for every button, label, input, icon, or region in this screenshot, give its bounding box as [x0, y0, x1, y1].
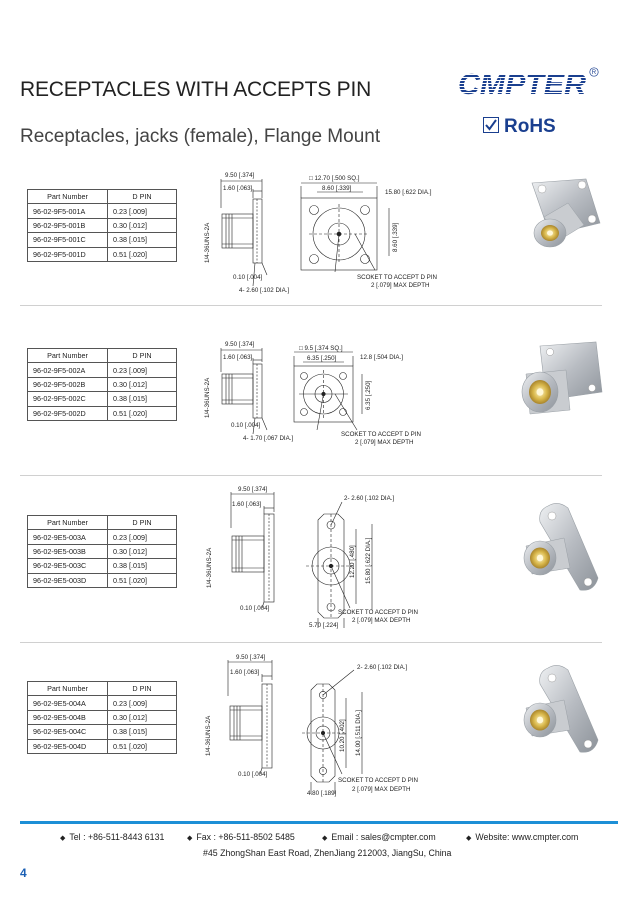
part-number-cell: 96-02-9E5-003D	[28, 573, 108, 587]
tel-text: Tel : +86-511-8443 6131	[69, 832, 165, 842]
d-pin-cell: 0.23 [.009]	[108, 530, 177, 544]
logo-registered-mark: R	[591, 70, 597, 77]
part-number-cell: 96-02-9E5-003C	[28, 559, 108, 573]
table-row	[28, 544, 177, 558]
part-number-table	[27, 348, 177, 421]
d-pin-cell: 0.38 [.015]	[108, 725, 177, 739]
socket-note: SCOKET TO ACCEPT D PIN	[338, 777, 419, 784]
section-divider	[20, 475, 602, 476]
cmpter-logo	[458, 66, 600, 100]
bullet-icon: ◆	[187, 835, 193, 842]
dim-flange: 1.60 [.063]	[223, 354, 253, 361]
d-pin-cell: 0.38 [.015]	[108, 392, 177, 406]
table-header: Part Number	[28, 190, 108, 204]
email-link[interactable]: Email : sales@cmpter.com	[331, 832, 436, 842]
footer-website[interactable]	[466, 832, 578, 842]
product-photo	[518, 502, 608, 594]
table-row	[28, 392, 177, 406]
dim-flange: 1.60 [.063]	[230, 669, 260, 676]
part-number-table	[27, 189, 177, 262]
part-number-cell: 96-02-9E5-004B	[28, 710, 108, 724]
footer-tel	[60, 832, 164, 842]
dim-flange: 1.60 [.063]	[232, 501, 262, 508]
d-pin-cell: 0.51 [.020]	[108, 739, 177, 753]
table-row	[28, 363, 177, 377]
dim-gap: 0.10 [.004]	[238, 771, 268, 778]
part-number-cell: 96-02-9F5-002B	[28, 377, 108, 391]
dim-square: □ 9.5 [.374 SQ.]	[299, 345, 343, 352]
d-pin-cell: 0.30 [.012]	[108, 218, 177, 232]
checkbox-icon	[483, 117, 499, 133]
footer-email[interactable]	[322, 832, 436, 842]
technical-drawing	[200, 652, 460, 802]
part-number-cell: 96-02-9E5-004D	[28, 739, 108, 753]
table-header: Part Number	[28, 516, 108, 530]
socket-note: SCOKET TO ACCEPT D PIN	[357, 274, 438, 281]
part-number-cell: 96-02-9F5-002A	[28, 363, 108, 377]
socket-depth: 2 [.079] MAX DEPTH	[355, 439, 414, 446]
part-number-cell: 96-02-9F5-002C	[28, 392, 108, 406]
socket-note: SCOKET TO ACCEPT D PIN	[341, 431, 422, 438]
footer-fax	[187, 832, 295, 842]
table-header: D PIN	[108, 349, 177, 363]
d-pin-cell: 0.51 [.020]	[108, 573, 177, 587]
dim-spacing-v: 12.20 [.480]	[349, 545, 356, 578]
table-row	[28, 218, 177, 232]
product-photo	[518, 664, 608, 756]
dim-width: 4.80 [.189]	[307, 790, 337, 797]
d-pin-cell: 0.30 [.012]	[108, 377, 177, 391]
table-row	[28, 530, 177, 544]
dim-gap: 0.10 [.004]	[240, 605, 270, 612]
dim-flange: 1.60 [.063]	[223, 185, 253, 192]
part-number-cell: 96-02-9F5-001A	[28, 204, 108, 218]
rohs-badge	[483, 116, 556, 138]
dim-square: □ 12.70 [.500 SQ.]	[309, 175, 360, 182]
dim-spacing-v: 6.35 [.250]	[365, 380, 372, 410]
table-row	[28, 725, 177, 739]
d-pin-cell: 0.30 [.012]	[108, 710, 177, 724]
page-title: RECEPTACLES WITH ACCEPTS PIN	[20, 78, 372, 101]
product-photo	[516, 340, 606, 444]
website-link[interactable]: Website: www.cmpter.com	[475, 832, 579, 842]
dim-thread: 1/4-36UNS-2A	[204, 222, 211, 263]
dim-length: 9.50 [.374]	[225, 172, 255, 179]
table-header: Part Number	[28, 682, 108, 696]
table-header: D PIN	[108, 190, 177, 204]
table-row	[28, 204, 177, 218]
d-pin-cell: 0.38 [.015]	[108, 559, 177, 573]
dim-length: 9.50 [.374]	[236, 654, 266, 661]
section-divider	[20, 642, 602, 643]
page-subtitle: Receptacles, jacks (female), Flange Mount	[20, 126, 381, 147]
fax-text: Fax : +86-511-8502 5485	[196, 832, 295, 842]
part-number-cell: 96-02-9F5-002D	[28, 406, 108, 420]
dim-holes: 4- 2.60 [.102 DIA.]	[239, 287, 290, 294]
dim-length: 9.50 [.374]	[238, 486, 268, 493]
table-row	[28, 406, 177, 420]
section-divider	[20, 305, 602, 306]
dim-thread: 1/4-36UNS-2A	[204, 377, 211, 418]
d-pin-cell: 0.30 [.012]	[108, 544, 177, 558]
table-row	[28, 247, 177, 261]
part-number-table	[27, 681, 177, 754]
dim-holes: 2- 2.60 [.102 DIA.]	[357, 664, 408, 671]
table-row	[28, 710, 177, 724]
table-row	[28, 233, 177, 247]
d-pin-cell: 0.51 [.020]	[108, 406, 177, 420]
technical-drawing	[195, 338, 460, 454]
part-number-cell: 96-02-9F5-001D	[28, 247, 108, 261]
socket-note: SCOKET TO ACCEPT D PIN	[338, 609, 419, 616]
dim-spacing-v: 8.60 [.339]	[392, 222, 399, 252]
d-pin-cell: 0.23 [.009]	[108, 204, 177, 218]
dim-spacing-h: 6.35 [.250]	[307, 355, 337, 362]
socket-depth: 2 [.079] MAX DEPTH	[352, 786, 411, 793]
d-pin-cell: 0.38 [.015]	[108, 233, 177, 247]
part-number-cell: 96-02-9F5-001B	[28, 218, 108, 232]
bullet-icon: ◆	[60, 835, 66, 842]
dim-dia: 14.00 [.511 DIA.]	[355, 710, 362, 756]
dim-dia: 15.80 [.622 DIA.]	[365, 537, 372, 584]
dim-thread: 1/4-36UNS-2A	[205, 715, 212, 756]
dim-holes: 2- 2.60 [.102 DIA.]	[344, 495, 395, 502]
bullet-icon: ◆	[466, 835, 472, 842]
d-pin-cell: 0.23 [.009]	[108, 363, 177, 377]
dim-width: 5.70 [.224]	[309, 622, 339, 629]
part-number-cell: 96-02-9E5-004C	[28, 725, 108, 739]
part-number-table	[27, 515, 177, 588]
part-number-cell: 96-02-9E5-003B	[28, 544, 108, 558]
dim-holes: 4- 1.70 [.067 DIA.]	[243, 435, 294, 442]
part-number-cell: 96-02-9E5-003A	[28, 530, 108, 544]
dim-gap: 0.10 [.004]	[233, 274, 263, 281]
dim-spacing-h: 8.60 [.339]	[322, 185, 352, 192]
technical-drawing	[195, 168, 460, 300]
table-row	[28, 739, 177, 753]
table-row	[28, 377, 177, 391]
dim-thread: 1/4-36UNS-2A	[206, 547, 213, 588]
technical-drawing	[200, 484, 460, 634]
table-row	[28, 696, 177, 710]
dim-length: 9.50 [.374]	[225, 341, 255, 348]
dim-gap: 0.10 [.004]	[231, 422, 261, 429]
table-header: D PIN	[108, 682, 177, 696]
footer-address: #45 ZhongShan East Road, ZhenJiang 212003, JiangSu, China	[203, 848, 452, 858]
socket-depth: 2 [.079] MAX DEPTH	[371, 282, 430, 289]
d-pin-cell: 0.51 [.020]	[108, 247, 177, 261]
dim-spacing-v: 10.20 [.402]	[339, 719, 346, 752]
part-number-cell: 96-02-9F5-001C	[28, 233, 108, 247]
part-number-cell: 96-02-9E5-004A	[28, 696, 108, 710]
table-header: D PIN	[108, 516, 177, 530]
page-number: 4	[20, 866, 27, 880]
table-row	[28, 559, 177, 573]
footer-divider	[20, 821, 618, 824]
d-pin-cell: 0.23 [.009]	[108, 696, 177, 710]
bullet-icon: ◆	[322, 835, 328, 842]
rohs-label: RoHS	[504, 116, 556, 137]
dim-dia: 12.8 [.504 DIA.]	[360, 354, 403, 361]
logo-text: CMPTER	[458, 69, 587, 100]
table-header: Part Number	[28, 349, 108, 363]
product-photo	[520, 177, 606, 277]
table-row	[28, 573, 177, 587]
dim-dia: 15.80 [.622 DIA.]	[385, 189, 432, 196]
socket-depth: 2 [.079] MAX DEPTH	[352, 617, 411, 624]
